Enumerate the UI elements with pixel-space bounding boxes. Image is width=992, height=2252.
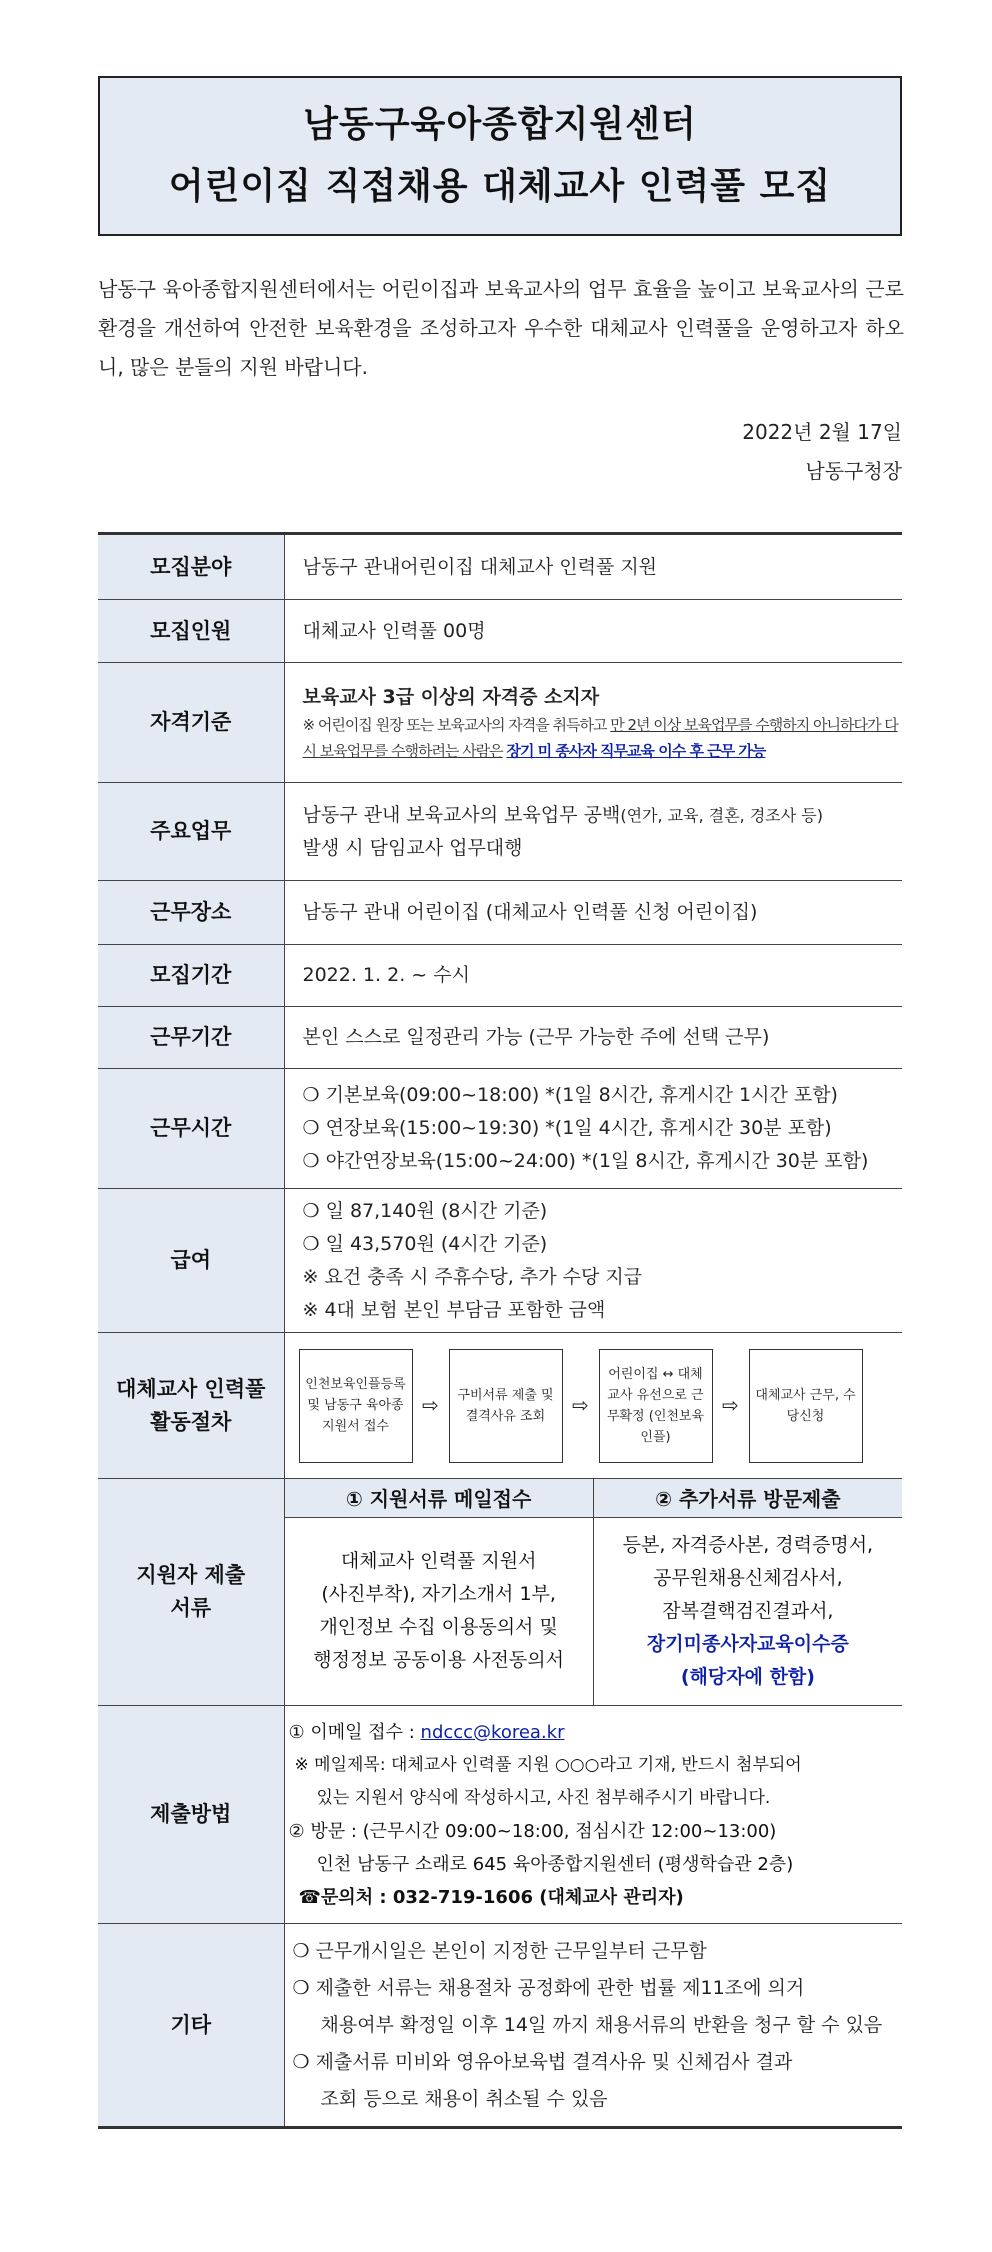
- etc-line: ❍ 제출한 서류는 채용절차 공정화에 관한 법률 제11조에 의거: [292, 1976, 805, 1999]
- row-hours: [98, 1069, 902, 1189]
- method-email-line: [289, 1716, 903, 1749]
- method-address: 인천 남동구 소래로 645 육아종합지원센터 (평생학습관 2층): [316, 1853, 794, 1875]
- intro-paragraph: 남동구 육아종합지원센터에서는 어린이집과 보육교사의 업무 효율을 높이고 보육교사의 근로 환경을 개선하여 안전한 보육환경을 조성하고자 우수한 대체교사 인력풀을 운영하고자 하오니, 많은 분들의 지원 바랍니다.: [98, 277, 904, 379]
- documents-head-email: ① 지원서류 메일접수: [285, 1479, 594, 1517]
- hours-line: ❍ 기본보육(09:00~18:00) *(1일 8시간, 휴게시간 1시간 포함): [302, 1084, 838, 1106]
- duty-detail: (연가, 교육, 결혼, 경조사 등): [620, 805, 823, 825]
- procedure-step-4: 대체교사 근무, 수당신청: [749, 1349, 863, 1463]
- documents-email-item: (사진부착), 자기소개서 1부,: [321, 1583, 556, 1606]
- procedure-step-3: 어린이집 ↔ 대체교사 유선으로 근무확정 (인천보육인플): [599, 1349, 713, 1463]
- row-method: [98, 1706, 902, 1924]
- documents-visit-item: 잠복결핵검진결과서,: [662, 1599, 834, 1622]
- qualification-note: [303, 712, 903, 764]
- qualification-note-underline: 만 2년 이상 보육업무를 수행하지 아니하다가 다시 보육업무를 수행하려는 사람은: [302, 715, 898, 760]
- procedure-flow: [285, 1349, 903, 1463]
- procedure-step-1: 인천보육인플등록 및 남동구 육아종 지원서 접수: [299, 1349, 413, 1463]
- date-block: [742, 413, 902, 491]
- duty-main: 남동구 관내 보육교사의 보육업무 공백: [302, 803, 621, 826]
- title-line-1: 남동구육아종합지원센터: [303, 104, 697, 145]
- pay-line: ※ 요건 충족 시 주휴수당, 추가 수당 지급: [302, 1265, 643, 1288]
- row-procedure: [98, 1333, 902, 1479]
- method-visit: ② 방문 : (근무시간 09:00~18:00, 점심시간 12:00~13:00): [288, 1820, 777, 1842]
- documents-table: [285, 1479, 903, 1705]
- documents-email-item: 대체교사 인력풀 지원서: [340, 1550, 537, 1573]
- label-pay: 급여: [98, 1189, 284, 1333]
- value-place: 남동구 관내 어린이집 (대체교사 인력풀 신청 어린이집): [284, 881, 902, 945]
- row-pay: [98, 1189, 902, 1333]
- row-count: [98, 600, 902, 663]
- etc-line: ❍ 제출서류 미비와 영유아보육법 결격사유 및 신체검사 결과: [292, 2050, 793, 2073]
- label-procedure-line-1: 대체교사 인력풀: [116, 1376, 266, 1401]
- documents-visit-item-blue: 장기미종사자교육이수증: [646, 1632, 849, 1655]
- duty-line-2: 발생 시 담임교사 업무대행: [302, 836, 523, 859]
- documents-email-item: 개인정보 수집 이용동의서 및: [319, 1616, 558, 1639]
- row-field: [98, 534, 902, 600]
- row-qualification: [98, 663, 902, 783]
- etc-line: 채용여부 확정일 이후 14일 까지 채용서류의 반환을 청구 할 수 있음: [320, 2013, 883, 2036]
- etc-line: 조회 등으로 채용이 취소될 수 있음: [320, 2087, 608, 2110]
- label-documents-line-2: 서류: [170, 1596, 212, 1620]
- issue-date: 2022년 2월 17일: [742, 420, 902, 444]
- label-work-period: 근무기간: [98, 1007, 284, 1069]
- title-line-2: 어린이집 직접채용 대체교사 인력풀 모집: [168, 166, 832, 207]
- qualification-note-prefix: ※ 어린이집 원장 또는 보육교사의 자격을 취득하고: [302, 715, 611, 734]
- method-note-2: 있는 지원서 양식에 작성하시고, 사진 첨부해주시기 바랍니다.: [316, 1787, 771, 1808]
- procedure-step-2: 구비서류 제출 및 결격사유 조회: [449, 1349, 563, 1463]
- value-count: 대체교사 인력풀 00명: [284, 600, 902, 663]
- hours-line: ❍ 야간연장보육(15:00~24:00) *(1일 8시간, 휴게시간 30분 포함): [302, 1150, 869, 1172]
- pay-line: ❍ 일 87,140원 (8시간 기준): [302, 1199, 548, 1222]
- documents-visit-item: 등본, 자격증사본, 경력증명서,: [622, 1533, 874, 1556]
- arrow-right-icon: ⇨: [422, 1393, 439, 1417]
- label-duty: 주요업무: [98, 783, 284, 881]
- row-documents: [98, 1479, 902, 1706]
- label-place: 근무장소: [98, 881, 284, 945]
- row-work-period: [98, 1007, 902, 1069]
- etc-line: ❍ 근무개시일은 본인이 지정한 근무일부터 근무함: [292, 1939, 707, 1962]
- method-note-1: ※ 메일제목: 대체교사 인력풀 지원 ○○○라고 기재, 반드시 첨부되어: [294, 1754, 802, 1775]
- label-procedure: [98, 1333, 284, 1479]
- recruitment-table: [98, 532, 902, 2129]
- row-etc: [98, 1924, 902, 2128]
- duty-line-1: [303, 799, 903, 832]
- value-work-period: 본인 스스로 일정관리 가능 (근무 가능한 주에 선택 근무): [284, 1007, 902, 1069]
- method-email-prefix: ① 이메일 접수 :: [288, 1721, 421, 1743]
- pay-line: ※ 4대 보험 본인 부담금 포함한 금액: [302, 1298, 606, 1321]
- label-procedure-line-2: 활동절차: [150, 1409, 232, 1434]
- label-hours: 근무시간: [98, 1069, 284, 1189]
- label-qualification: 자격기준: [98, 663, 284, 783]
- arrow-right-icon: ⇨: [572, 1393, 589, 1417]
- qualification-note-blue: 장기 미 종사자 직무교육 이수 후 근무 가능: [506, 741, 766, 760]
- label-field: 모집분야: [98, 534, 284, 600]
- title-box: [98, 76, 902, 236]
- qualification-main: 보육교사 3급 이상의 자격증 소지자: [302, 685, 600, 708]
- row-place: [98, 881, 902, 945]
- label-method: 제출방법: [98, 1706, 284, 1924]
- email-link[interactable]: ndccc@korea.kr: [420, 1721, 565, 1743]
- documents-email-list: [285, 1517, 594, 1705]
- row-duty: [98, 783, 902, 881]
- row-period: [98, 945, 902, 1007]
- label-count: 모집인원: [98, 600, 284, 663]
- value-field: 남동구 관내어린이집 대체교사 인력풀 지원: [284, 534, 902, 600]
- value-period: 2022. 1. 2. ~ 수시: [284, 945, 902, 1007]
- method-contact: ☎문의처 : 032-719-1606 (대체교사 관리자): [298, 1886, 684, 1908]
- label-etc: 기타: [98, 1924, 284, 2128]
- arrow-right-icon: ⇨: [722, 1393, 739, 1417]
- documents-visit-list: [593, 1517, 902, 1705]
- documents-visit-item-blue: (해당자에 한함): [680, 1665, 815, 1688]
- documents-head-visit: ② 추가서류 방문제출: [593, 1479, 902, 1517]
- label-documents-line-1: 지원자 제출: [136, 1563, 246, 1587]
- documents-email-item: 행정정보 공동이용 사전동의서: [313, 1649, 564, 1672]
- pay-line: ❍ 일 43,570원 (4시간 기준): [302, 1232, 548, 1255]
- issuer: 남동구청장: [805, 459, 902, 483]
- label-period: 모집기간: [98, 945, 284, 1007]
- hours-line: ❍ 연장보육(15:00~19:30) *(1일 4시간, 휴게시간 30분 포함): [302, 1117, 832, 1139]
- documents-visit-item: 공무원채용신체검사서,: [653, 1566, 843, 1589]
- label-documents: [98, 1479, 284, 1706]
